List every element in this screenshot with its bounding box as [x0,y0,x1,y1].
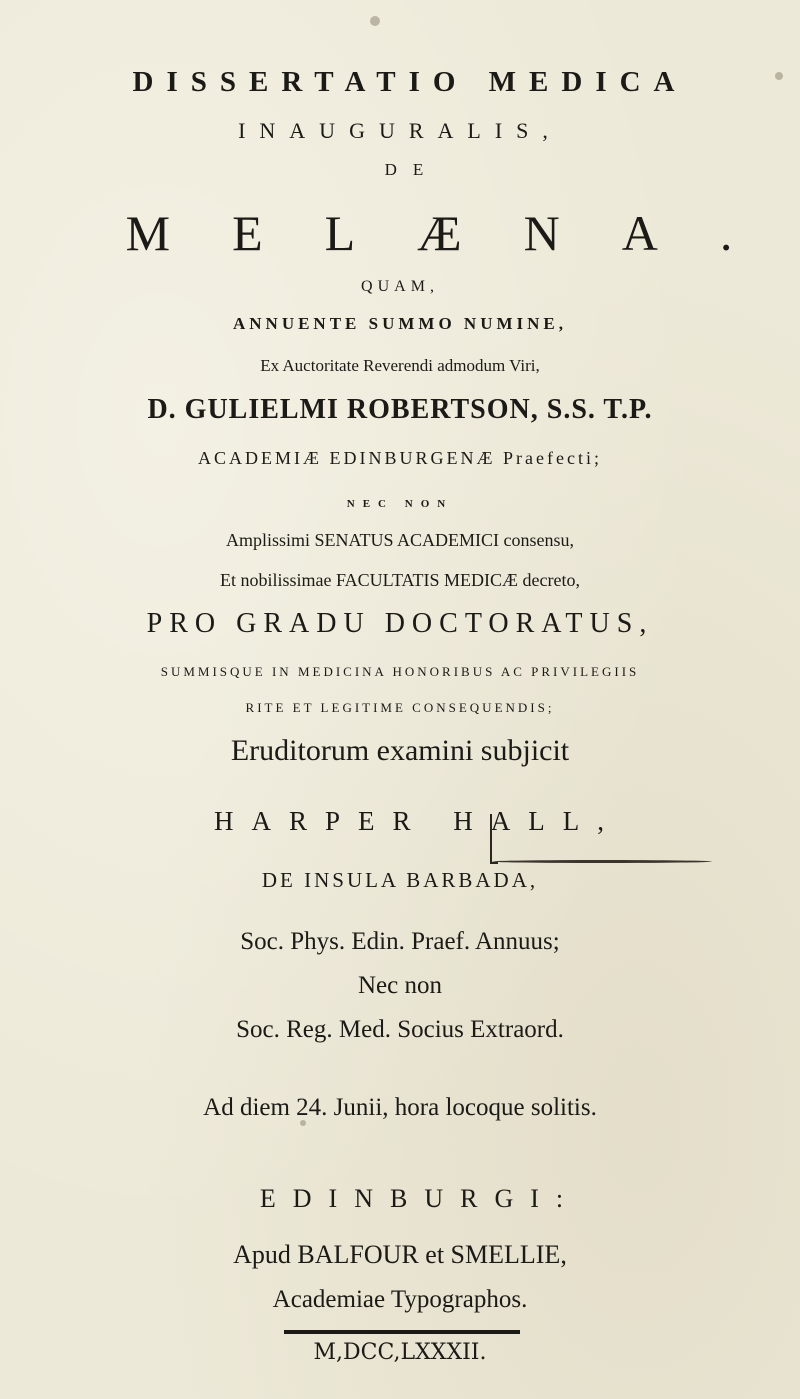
summisque-line: SUMMISQUE IN MEDICINA HONORIBUS AC PRIVILEGIIS [160,664,640,679]
imprint-city: EDINBURGI: [259,1184,581,1213]
author-name: HARPER HALL, [213,806,622,836]
society-physical: Soc. Phys. Edin. Praef. Annuus; [240,928,560,955]
pro-gradu-line: PRO GRADU DOCTORATUS, [146,608,654,639]
dissertatio-heading: DISSERTATIO MEDICA [132,66,688,98]
subject-title: MELÆNA. [125,205,795,261]
eruditorum-line: Eruditorum examini subjicit [230,734,570,767]
author-origin: DE INSULA BARBADA, [261,868,539,892]
annuente-line: ANNUENTE SUMMO NUMINE, [232,314,568,333]
senatus-line: Amplissimi SENATUS ACADEMICI consensu, [225,530,575,550]
de-line: DE [384,160,440,179]
rite-line: RITE ET LEGITIME CONSEQUENDIS; [245,700,555,715]
auctoritate-line: Ex Auctoritate Reverendi admodum Viri, [260,356,540,375]
quam-line: QUAM, [361,278,439,295]
principal-name: D. GULIELMI ROBERTSON, S.S. T.P. [147,394,653,425]
imprint-printers: Apud BALFOUR et SMELLIE, [233,1240,567,1269]
nec-non-second: Nec non [358,972,442,999]
inauguralis-heading: INAUGURALIS, [238,118,562,143]
facultas-line: Et nobilissimae FACULTATIS MEDICÆ decreto, [219,570,581,590]
academia-line: ACADEMIÆ EDINBURGENÆ Praefecti; [198,448,602,468]
nec-non-line: NEC NON [346,498,454,510]
society-royal-medical: Soc. Reg. Med. Socius Extraord. [236,1016,564,1043]
imprint-year: M,DCC,LXXXII. [313,1340,487,1365]
date-line: Ad diem 24. Junii, hora locoque solitis. [203,1094,597,1121]
imprint-typographers: Academiae Typographos. [272,1286,528,1313]
